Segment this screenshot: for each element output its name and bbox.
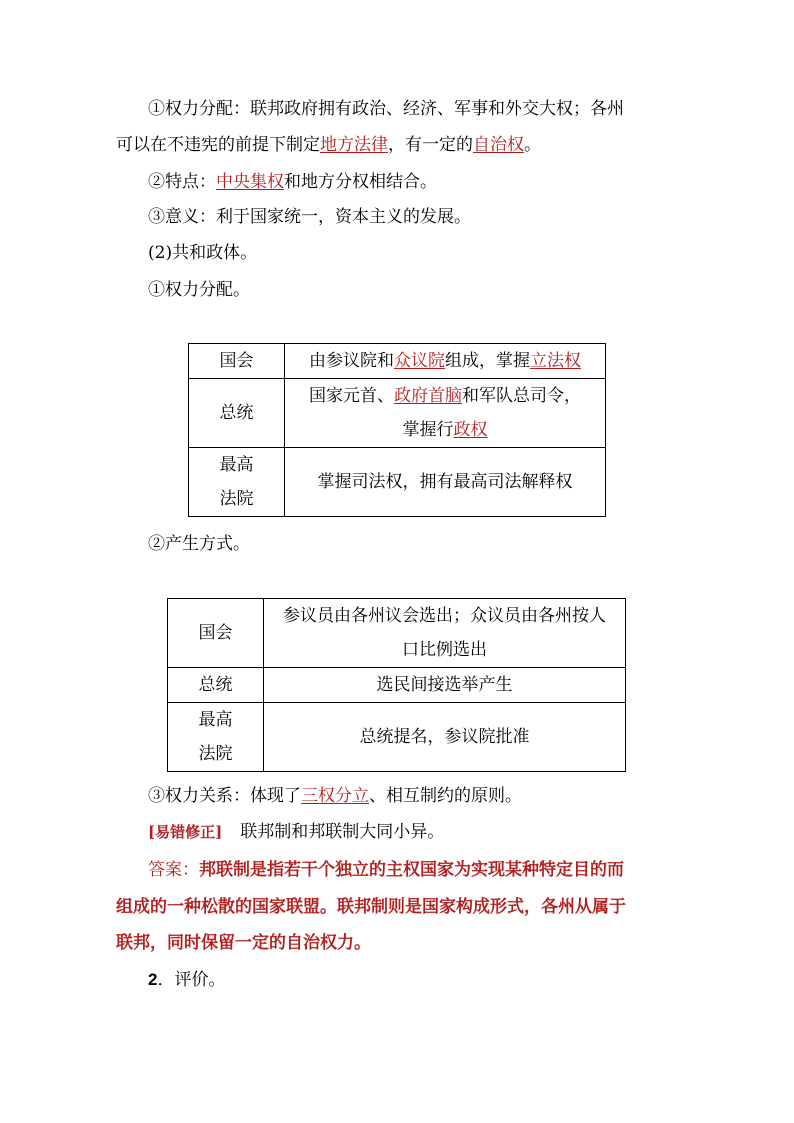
cell-text: 选民间接选举产生	[376, 675, 513, 695]
keyword-separation-of-powers: 三权分立	[301, 786, 369, 806]
text-line: 。	[524, 135, 541, 155]
cell-text: 国会	[219, 351, 254, 371]
answer-text: 联邦，同时保留一定的自治权力。	[116, 933, 371, 953]
cell-text: 国家元首、	[309, 386, 394, 406]
table-cell-label	[168, 599, 264, 668]
keyword-executive-power: 政权	[453, 420, 488, 440]
answer-text: 邦联制是指若干个独立的主权国家为实现某种特定目的而	[199, 860, 624, 880]
cell-text: 掌握司法权，拥有最高司法解释权	[317, 472, 573, 492]
paragraph-power-relation	[148, 786, 522, 806]
election-method-table	[167, 598, 626, 772]
table-row	[189, 344, 606, 379]
error-correction-statement: 联邦制和邦联制大同小异。	[240, 822, 445, 842]
text-line: ①权力分配。	[148, 280, 250, 300]
cell-text: 由参议院和	[309, 351, 394, 371]
table-cell-label	[189, 448, 285, 517]
subheading-power-distribution	[148, 280, 250, 300]
table-row	[168, 703, 626, 772]
error-correction-item	[148, 822, 444, 842]
cell-text: 总统	[219, 403, 254, 423]
paragraph-feature	[148, 172, 437, 192]
answer-label: 答案：	[148, 860, 199, 880]
keyword-local-law: 地方法律	[320, 135, 388, 155]
text-line: 和地方分权相结合。	[284, 172, 437, 192]
cell-text: 掌握行	[402, 420, 454, 440]
answer-text: 组成的一种松散的国家联盟。联邦制则是国家构成形式，各州从属于	[116, 897, 626, 917]
table-row	[189, 379, 606, 448]
text-line: 可以在不违宪的前提下制定	[116, 135, 320, 155]
section-heading-republic	[148, 243, 257, 263]
cell-text: 和军队总司令，	[462, 386, 581, 406]
keyword-legislative-power: 立法权	[530, 351, 581, 371]
table-cell-content	[264, 668, 626, 703]
paragraph-significance	[148, 207, 471, 227]
cell-text: 法院	[219, 489, 254, 509]
text-line: 、相互制约的原则。	[369, 786, 522, 806]
text-line: ③意义：利于国家统一，资本主义的发展。	[148, 207, 471, 227]
table-row	[168, 668, 626, 703]
cell-text: 总统	[198, 675, 233, 695]
paragraph-power-distribution	[148, 99, 624, 119]
cell-text: 最高	[198, 710, 233, 730]
section-number: 2	[148, 970, 158, 989]
cell-text: 口比例选出	[402, 640, 487, 660]
answer-line-2	[116, 897, 626, 917]
keyword-centralization: 中央集权	[216, 172, 284, 192]
text-line: ，有一定的	[388, 135, 473, 155]
table-row	[189, 448, 606, 517]
error-correction-label: [易错修正]	[148, 823, 223, 841]
text-line: (2)共和政体。	[148, 243, 258, 263]
keyword-house: 众议院	[394, 351, 445, 371]
cell-text: 国会	[198, 623, 233, 643]
table-cell-label	[189, 379, 285, 448]
table-cell-content	[285, 344, 606, 379]
answer-line-3	[116, 933, 371, 953]
cell-text: 总统提名，参议院批准	[359, 727, 530, 747]
table-cell-label	[168, 668, 264, 703]
section-heading-evaluation	[148, 970, 225, 990]
text-line: ．评价。	[157, 970, 226, 990]
table-cell-label	[168, 703, 264, 772]
table-cell-content	[285, 448, 606, 517]
subheading-election-method	[148, 534, 250, 554]
table-row	[168, 599, 626, 668]
text-line: ③权力关系：体现了	[148, 786, 301, 806]
cell-text: 法院	[198, 744, 233, 764]
answer-line-1	[148, 860, 624, 880]
cell-text: 组成，掌握	[445, 351, 530, 371]
text-line: ①权力分配：联邦政府拥有政治、经济、军事和外交大权；各州	[148, 99, 624, 119]
table-cell-content	[264, 703, 626, 772]
power-distribution-table	[188, 343, 606, 517]
cell-text: 最高	[219, 455, 254, 475]
text-line: ②产生方式。	[148, 534, 250, 554]
table-cell-label	[189, 344, 285, 379]
text-line: ②特点：	[148, 172, 216, 192]
paragraph-power-distribution-cont	[116, 135, 541, 155]
table-cell-content	[285, 379, 606, 448]
keyword-head-of-government: 政府首脑	[394, 386, 462, 406]
keyword-autonomy: 自治权	[473, 135, 524, 155]
table-cell-content	[264, 599, 626, 668]
cell-text: 参议员由各州议会选出；众议员由各州按人	[283, 606, 606, 626]
